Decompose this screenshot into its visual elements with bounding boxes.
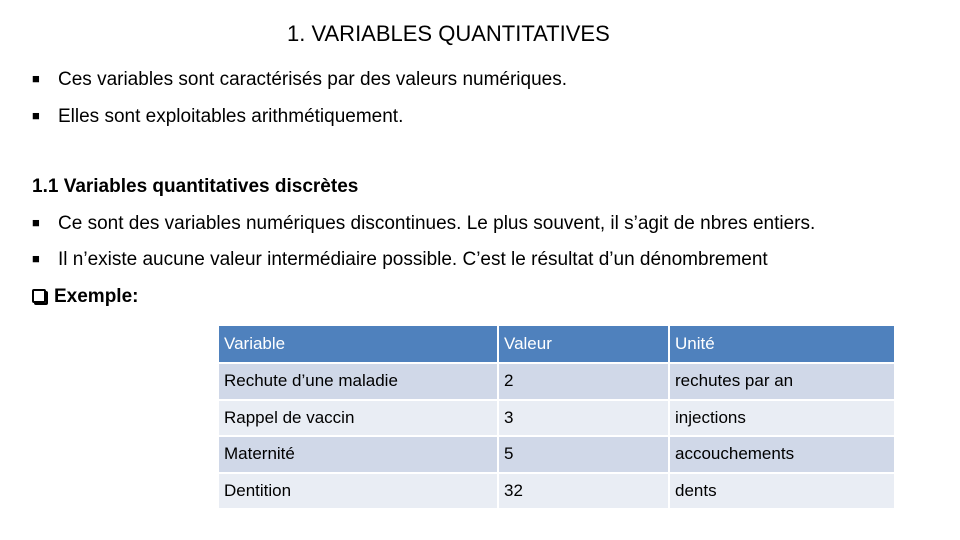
- table-cell: rechutes par an: [669, 363, 895, 400]
- square-bullet-icon: ■: [32, 108, 40, 123]
- table-cell: Maternité: [218, 436, 498, 473]
- intro-bullet-text: Ces variables sont caractérisés par des valeurs numériques.: [58, 69, 568, 90]
- table-cell: 3: [498, 400, 669, 437]
- example-line: [32, 286, 138, 308]
- section-bullet-text: Ce sont des variables numériques discontinues. Le plus souvent, il s’agit de nbres entiers.: [58, 213, 816, 234]
- page-title: 1. VARIABLES QUANTITATIVES: [287, 21, 610, 46]
- section-bullet: [32, 213, 815, 235]
- example-table: [217, 324, 896, 510]
- section-heading: 1.1 Variables quantitatives discrètes: [32, 176, 359, 197]
- table-cell: 2: [498, 363, 669, 400]
- table-header-cell: Variable: [218, 325, 498, 363]
- intro-bullet: [32, 106, 403, 128]
- table-row: [218, 473, 895, 510]
- intro-bullet-text: Elles sont exploitables arithmétiquement.: [58, 106, 404, 127]
- table-row: [218, 363, 895, 400]
- table-header-cell: Valeur: [498, 325, 669, 363]
- table-cell: accouchements: [669, 436, 895, 473]
- checkbox-bullet-icon: [32, 289, 46, 303]
- table-cell: injections: [669, 400, 895, 437]
- table-cell: 5: [498, 436, 669, 473]
- table-header-cell: Unité: [669, 325, 895, 363]
- section-bullet-text: Il n’existe aucune valeur intermédiaire possible. C’est le résultat d’un dénombrement: [58, 249, 768, 270]
- square-bullet-icon: ■: [32, 71, 40, 86]
- table-cell: Dentition: [218, 473, 498, 510]
- table-cell: 32: [498, 473, 669, 510]
- square-bullet-icon: ■: [32, 251, 40, 266]
- table-row: [218, 436, 895, 473]
- table-cell: Rappel de vaccin: [218, 400, 498, 437]
- table-cell: Rechute d’une maladie: [218, 363, 498, 400]
- section-bullet: [32, 249, 768, 271]
- table-cell: dents: [669, 473, 895, 510]
- table-header-row: [218, 325, 895, 363]
- square-bullet-icon: ■: [32, 215, 40, 230]
- example-label: Exemple:: [54, 286, 139, 307]
- intro-bullet: [32, 69, 567, 91]
- table-row: [218, 400, 895, 437]
